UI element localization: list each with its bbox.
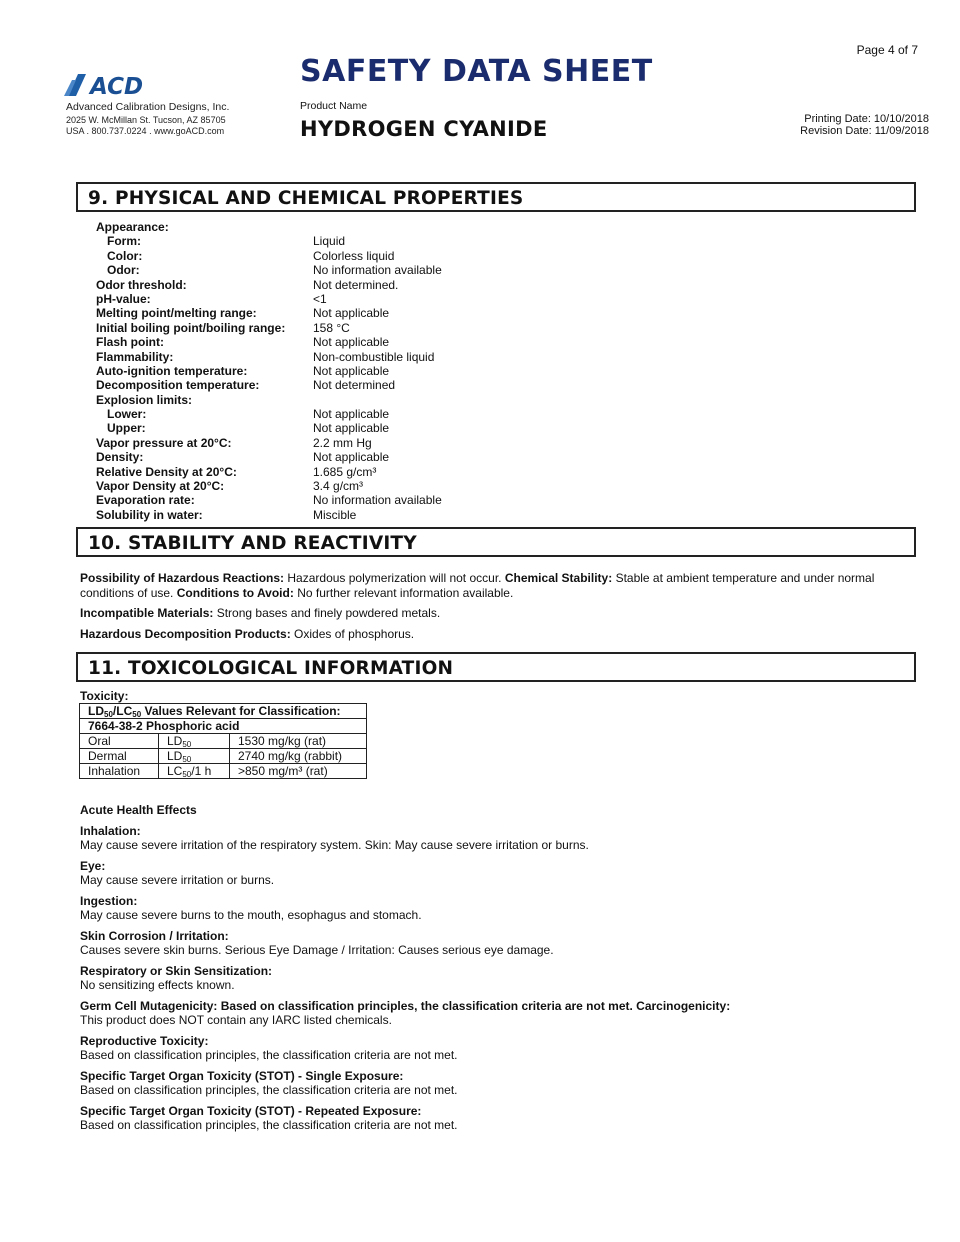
effect-label: Inhalation: [80, 824, 141, 838]
document-title: SAFETY DATA SHEET [300, 54, 653, 89]
property-value: Not determined [313, 378, 396, 393]
property-label: Explosion limits: [96, 392, 193, 407]
property-row [96, 321, 656, 335]
reactions-text: Hazardous polymerization will not occur. [287, 571, 502, 585]
decomposition-text: Oxides of phosphorus. [294, 627, 415, 641]
effect-text: Based on classification principles, the classification criteria are not met. [80, 1118, 458, 1132]
acd-logo [64, 72, 156, 98]
effect-text: May cause severe burns to the mouth, esophagus and stomach. [80, 908, 422, 922]
avoid-text: No further relevant information available. [297, 585, 514, 600]
route-cell: Inhalation [80, 764, 159, 779]
value-cell: 1530 mg/kg (rat) [230, 734, 367, 749]
property-value: Miscible [313, 507, 357, 522]
property-label: Solubility in water: [96, 507, 203, 522]
property-row [96, 278, 656, 292]
value-cell: 2740 mg/kg (rabbit) [230, 749, 367, 764]
property-value: Not applicable [313, 407, 390, 422]
property-row [96, 393, 656, 407]
property-label: Upper: [107, 421, 146, 436]
property-label: Form: [107, 234, 141, 249]
properties-list [96, 220, 656, 522]
property-value: No information available [313, 493, 442, 508]
value-cell: >850 mg/m³ (rat) [230, 764, 367, 779]
property-label: Vapor pressure at 20°C: [96, 435, 232, 450]
effect-text: May cause severe irritation of the respiratory system. Skin: May cause severe irritation or burns. [80, 838, 589, 852]
substance-cell: 7664-38-2 Phosphoric acid [80, 719, 367, 734]
property-label: Evaporation rate: [96, 493, 195, 508]
incompatible-label: Incompatible Materials: [80, 606, 214, 620]
property-row [96, 421, 656, 435]
company-address-line2: USA . 800.737.0224 . www.goACD.com [66, 126, 225, 136]
decomposition-label: Hazardous Decomposition Products: [80, 627, 291, 641]
effect-text: No sensitizing effects known. [80, 978, 235, 992]
effect-text: May cause severe irritation or burns. [80, 873, 275, 887]
property-label: Odor: [107, 263, 140, 278]
property-value: Liquid [313, 234, 346, 249]
property-value: 3.4 g/cm³ [313, 479, 364, 494]
effect-label: Specific Target Organ Toxicity (STOT) - Single Exposure: [80, 1069, 404, 1083]
route-cell: Dermal [80, 749, 159, 764]
property-value: 1.685 g/cm³ [313, 464, 377, 479]
effect-label: Ingestion: [80, 894, 138, 908]
effect-text: Causes severe skin burns. Serious Eye Damage / Irritation: Causes serious eye damage. [80, 943, 554, 957]
property-label: Appearance: [96, 220, 169, 234]
type-cell: $LD_{50}$ [159, 734, 230, 749]
effect-label: Skin Corrosion / Irritation: [80, 929, 229, 943]
property-label: Density: [96, 450, 144, 465]
company-address-line1: 2025 W. McMillan St. Tucson, AZ 85705 [66, 115, 226, 125]
table-row [80, 749, 367, 764]
type-cell: $LC_{50}/1$ h [159, 764, 230, 779]
property-value: Not determined. [313, 277, 399, 292]
property-label: Melting point/melting range: [96, 306, 257, 321]
property-row [96, 234, 656, 248]
property-value: No information available [313, 263, 442, 278]
property-value: <1 [313, 291, 327, 306]
property-label: Initial boiling point/boiling range: [96, 320, 286, 335]
acute-effects-heading: Acute Health Effects [80, 803, 197, 817]
product-name-label: Product Name [300, 100, 368, 112]
property-row [96, 249, 656, 263]
property-row [96, 479, 656, 493]
reactions-label: Possibility of Hazardous Reactions: [80, 571, 285, 585]
effect-label: Reproductive Toxicity: [80, 1034, 209, 1048]
toxicity-label: Toxicity: [80, 689, 129, 703]
property-label: Vapor Density at 20°C: [96, 479, 225, 494]
property-row [96, 263, 656, 277]
logo-text: ACD [90, 74, 144, 98]
property-label: pH-value: [96, 291, 151, 306]
property-row [96, 292, 656, 306]
effect-label: Germ Cell Mutagenicity: Based on classification principles, the classification criteria are not met. Carcinogenicity: [80, 999, 731, 1013]
property-row [96, 335, 656, 349]
decomposition-paragraph [80, 627, 890, 642]
avoid-label: Conditions to Avoid: [176, 585, 294, 600]
property-row [96, 220, 656, 234]
property-value: Non-combustible liquid [313, 349, 435, 364]
effect-text: Based on classification principles, the classification criteria are not met. [80, 1083, 458, 1097]
route-cell: Oral [80, 734, 159, 749]
section-11-header: 11. TOXICOLOGICAL INFORMATION [76, 652, 916, 682]
property-row [96, 436, 656, 450]
table-header-row [80, 704, 367, 719]
property-row [96, 407, 656, 421]
property-value: 158 °C [313, 320, 350, 335]
property-row [96, 465, 656, 479]
property-label: Decomposition temperature: [96, 378, 260, 393]
property-value: Not applicable [313, 335, 390, 350]
incompatible-text: Strong bases and finely powdered metals. [216, 606, 441, 620]
property-label: Odor threshold: [96, 277, 187, 292]
property-row [96, 306, 656, 320]
property-value: Not applicable [313, 306, 390, 321]
property-label: Relative Density at 20°C: [96, 464, 237, 479]
property-value: Colorless liquid [313, 248, 395, 263]
effect-label: Respiratory or Skin Sensitization: [80, 964, 273, 978]
property-row [96, 378, 656, 392]
property-value: 2.2 mm Hg [313, 435, 372, 450]
property-row [96, 364, 656, 378]
property-value: Not applicable [313, 421, 390, 436]
effect-label: Eye: [80, 859, 106, 873]
section-10-header: 10. STABILITY AND REACTIVITY [76, 527, 916, 557]
effect-text: Based on classification principles, the classification criteria are not met. [80, 1048, 458, 1062]
table-row [80, 734, 367, 749]
property-label: Lower: [107, 407, 147, 422]
type-cell: $LD_{50}$ [159, 749, 230, 764]
table-row [80, 764, 367, 779]
property-row [96, 350, 656, 364]
effect-text: This product does NOT contain any IARC listed chemicals. [80, 1013, 392, 1027]
revision-date: Revision Date: 11/09/2018 [800, 125, 929, 137]
page-number: Page 4 of 7 [856, 43, 918, 57]
stability-label: Chemical Stability: [504, 571, 613, 585]
property-label: Flammability: [96, 349, 174, 364]
section-9-header: 9. PHYSICAL AND CHEMICAL PROPERTIES [76, 182, 916, 212]
property-label: Auto-ignition temperature: [96, 363, 248, 378]
property-row [96, 493, 656, 507]
effect-label: Specific Target Organ Toxicity (STOT) - Repeated Exposure: [80, 1104, 422, 1118]
company-name: Advanced Calibration Designs, Inc. [66, 101, 230, 113]
table-substance-row [80, 719, 367, 734]
property-label: Flash point: [96, 335, 164, 350]
printing-date: Printing Date: 10/10/2018 [804, 113, 929, 125]
stability-text: Stable at ambient temperature and under normal conditions of use. [80, 571, 875, 600]
reactivity-paragraph [80, 571, 890, 600]
product-name: HYDROGEN CYANIDE [300, 117, 548, 141]
toxicity-table [79, 703, 367, 779]
property-label: Color: [107, 248, 143, 263]
table-header-cell: $LD_{50}/LC_{50}$ Values Relevant for Classification: [80, 704, 367, 719]
property-value: Not applicable [313, 450, 390, 465]
property-value: Not applicable [313, 363, 390, 378]
property-row [96, 508, 656, 522]
property-row [96, 450, 656, 464]
incompatible-paragraph [80, 606, 890, 621]
